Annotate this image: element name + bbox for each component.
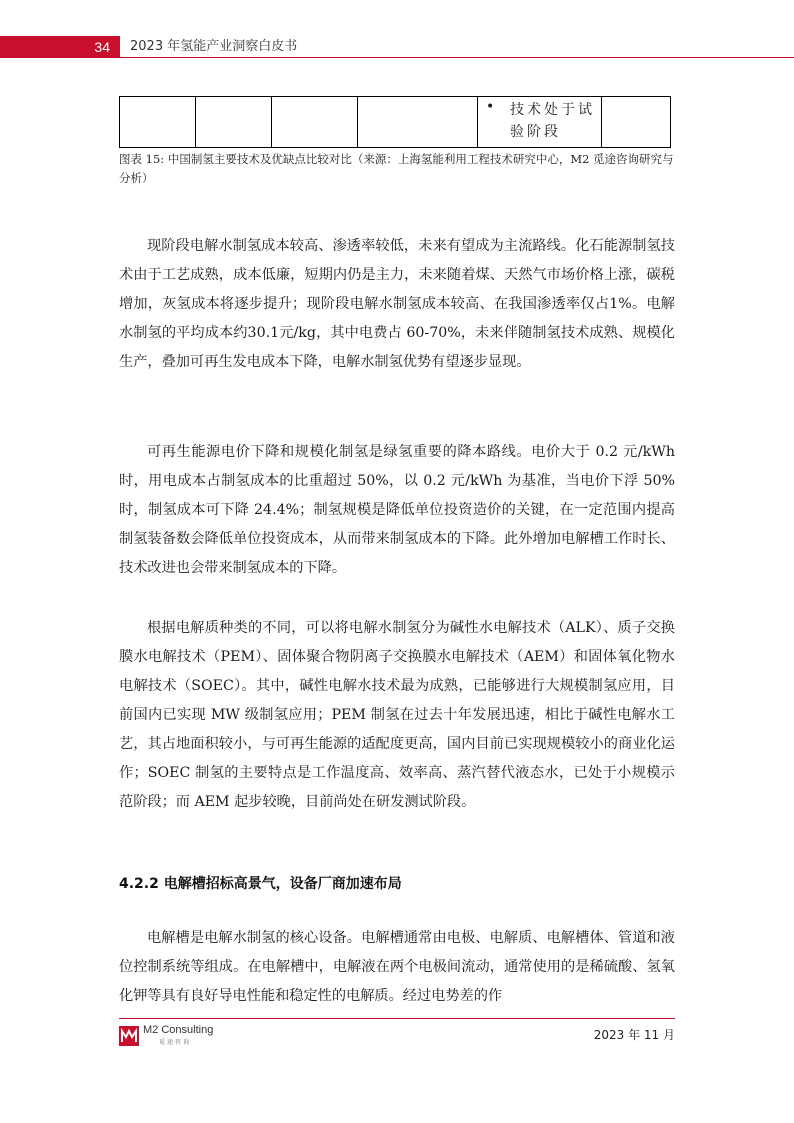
- document-title: 2023 年氢能产业洞察白皮书: [130, 39, 298, 54]
- footer-rule: [119, 1018, 675, 1019]
- m2-logo-icon: [119, 1026, 139, 1046]
- table-cell-bullet: [478, 97, 602, 148]
- paragraph-4: 电解槽是电解水制氢的核心设备。电解槽通常由电极、电解质、电解槽体、管道和液位控制系统等组成。在电解槽中，电解液在两个电极间流动，通常使用的是稀硫酸、氢氧化钾等具有良好导电性能和稳定性的电解质。经过电势差的作: [119, 930, 675, 1004]
- figure-caption: 图表 15: 中国制氢主要技术及优缺点比较对比（来源：上海氢能利用工程技术研究中心，M2 觅途咨询研究与分析）: [119, 152, 674, 185]
- logo-subtitle: 觅途咨询: [159, 1039, 192, 1046]
- header-rule: [120, 57, 794, 58]
- page-header: [0, 36, 794, 58]
- table-row: [120, 97, 671, 148]
- section-heading: 4.2.2 电解槽招标高景气，设备厂商加速布局: [119, 876, 402, 892]
- paragraph-1: 现阶段电解水制氢成本较高、渗透率较低，未来有望成为主流路线。化石能源制氢技术由于工艺成熟，成本低廉，短期内仍是主力，未来随着煤、天然气市场价格上涨，碳税增加，灰氢成本将逐步提升；现阶段电解水制氢成本较高、在我国渗透率仅占1%。电解水制氢的平均成本约30.1元/kg，其中电费占 60-70%，未来伴随制氢技术成熟、规模化生产，叠加可再生发电成本下降，电解水制氢优势有望逐步显现。: [119, 238, 675, 370]
- bullet-icon: •: [486, 99, 495, 115]
- bullet-text: 技术处于试验阶段: [510, 102, 595, 140]
- logo-name: M2 Consulting: [143, 1024, 214, 1036]
- table-cell: [120, 97, 196, 148]
- table-cell: [358, 97, 478, 148]
- comparison-table-fragment: [119, 96, 671, 148]
- table-cell: [602, 97, 671, 148]
- table-cell: [272, 97, 358, 148]
- page-number: 34: [94, 39, 110, 55]
- footer-date: 2023 年 11 月: [593, 1028, 675, 1042]
- table-cell: [196, 97, 272, 148]
- paragraph-2: 可再生能源电价下降和规模化制氢是绿氢重要的降本路线。电价大于 0.2 元/kWh 时，用电成本占制氢成本的比重超过 50%，以 0.2 元/kWh 为基准，当电价下浮 50%时，制氢成本可下降 24.4%；制氢规模是降低单位投资造价的关键，在一定范围内提高制氢装备数会降低单位投资成本，从而带来制氢成本的下降。此外增加电解槽工作时长、技术改进也会带来制氢成本的下降。: [119, 444, 675, 576]
- paragraph-3: 根据电解质种类的不同，可以将电解水制氢分为碱性水电解技术（ALK）、质子交换膜水电解技术（PEM）、固体聚合物阴离子交换膜水电解技术（AEM）和固体氧化物水电解技术（SOEC）。其中，碱性电解水技术最为成熟，已能够进行大规模制氢应用，目前国内已实现 MW 级制氢应用；PEM 制氢在过去十年发展迅速，相比于碱性电解水工艺，其占地面积较小，与可再生能源的适配度更高，国内目前已实现规模较小的商业化运作；SOEC 制氢的主要特点是工作温度高、效率高、蒸汽替代液态水，已处于小规模示范阶段；而 AEM 起步较晚，目前尚处在研发测试阶段。: [119, 620, 675, 810]
